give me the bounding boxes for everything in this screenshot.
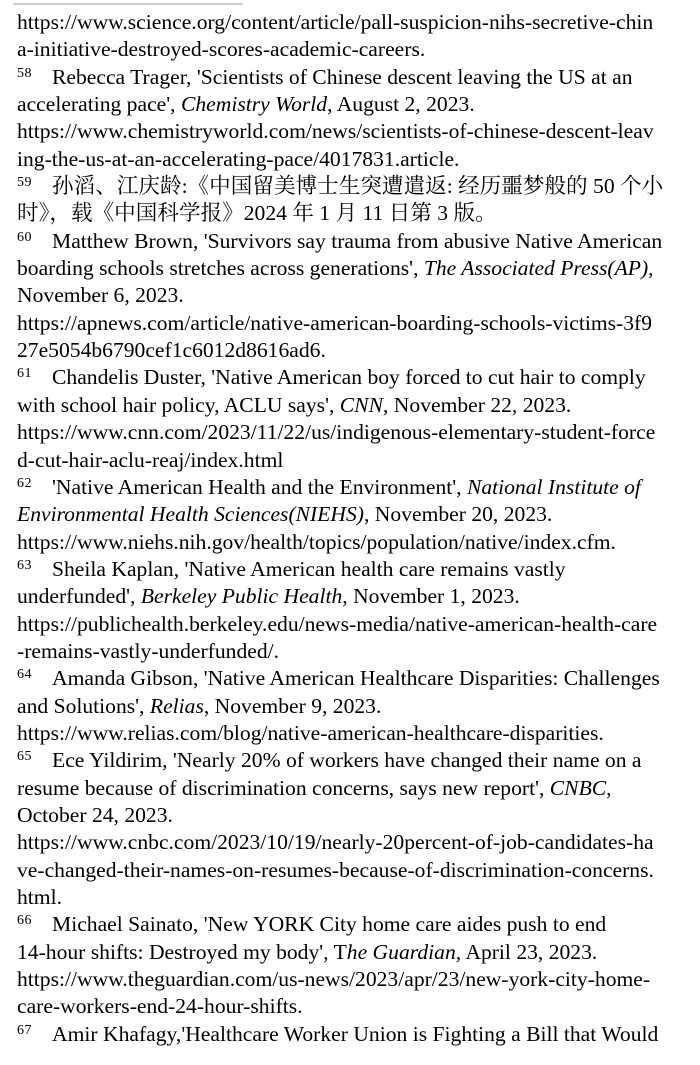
footnote-text: boarding schools stretches across generations',	[17, 256, 424, 281]
footnote-text: , August 2, 2023.	[327, 92, 475, 117]
footnote-url-text: html.	[17, 885, 62, 909]
footnote-line	[17, 282, 697, 309]
footnote-marker: 66	[17, 913, 32, 929]
footnote-line	[17, 255, 697, 282]
footnote-line	[17, 857, 697, 884]
footnote-line	[17, 364, 697, 391]
footnote-line	[17, 611, 697, 638]
footnote-text: , November 22, 2023.	[383, 392, 572, 417]
footnote-marker: 67	[17, 1022, 32, 1038]
footnote-url-text: ve-changed-their-names-on-resumes-because-of-discrimination-concerns.	[17, 857, 654, 882]
footnote-text: November 6, 2023.	[17, 283, 184, 308]
footnote-list	[17, 9, 697, 1048]
footnote-source-italic-text: The Associated Press(AP),	[423, 256, 654, 281]
footnote-line	[17, 419, 697, 446]
footnote-text: and Solutions',	[17, 693, 150, 718]
footnote-line	[17, 474, 697, 501]
footnote-text: ,	[606, 775, 612, 800]
footnote-text: October 24, 2023.	[17, 802, 173, 827]
footnote-source-italic-text: Environmental Health Sciences(NIEHS)	[17, 502, 364, 527]
footnote-line	[17, 9, 697, 36]
footnote-text: with school hair policy, ACLU says',	[17, 392, 340, 417]
footnote-line	[17, 747, 697, 774]
footnote-text: Rebecca Trager, 'Scientists of Chinese descent leaving the US at an	[52, 64, 633, 89]
footnote-line	[17, 638, 697, 665]
footnote-url-text: https://www.chemistryworld.com/news/scientists-of-chinese-descent-leav	[17, 119, 654, 144]
footnote-text: 孙滔、江庆龄:《中国留美博士生突遭遣返: 经历噩梦般的 50 个小	[52, 174, 664, 199]
footnote-text: Amir Khafagy,'Healthcare Worker Union is Fighting a Bill that Would	[52, 1021, 659, 1046]
footnote-url-text: https://www.cnbc.com/2023/10/19/nearly-20percent-of-job-candidates-ha	[17, 830, 654, 855]
footnote-text: Amanda Gibson, 'Native American Healthcare Disparities: Challenges	[52, 666, 660, 691]
footnote-line	[17, 529, 697, 556]
footnote-source-italic-text: Relias	[149, 693, 204, 718]
footnote-marker: 58	[17, 65, 32, 81]
footnote-marker: 61	[17, 366, 32, 382]
footnote-text: Ece Yildirim, 'Nearly 20% of workers have changed their name on a	[52, 748, 642, 773]
footnote-marker: 65	[17, 749, 32, 765]
footnote-line	[17, 36, 697, 63]
footnote-text: Sheila Kaplan, 'Native American health care remains vastly	[52, 556, 566, 581]
footnote-source-italic-text: Chemistry World	[180, 92, 328, 117]
footnote-line	[17, 884, 697, 911]
footnote-line	[17, 173, 697, 200]
footnote-url-text: -remains-vastly-underfunded/.	[17, 638, 280, 663]
footnote-line	[17, 200, 697, 227]
footnote-url-text: ing-the-us-at-an-accelerating-pace/4017831.article.	[17, 146, 460, 171]
footnote-url-text: 27e5054b6790cef1c6012d8616ad6.	[17, 338, 326, 363]
footnote-url-text: a-initiative-destroyed-scores-academic-careers.	[17, 37, 426, 62]
footnote-text: 14-hour shifts: Destroyed my body', T	[17, 939, 347, 964]
footnote-source-italic-text: CNN	[339, 392, 383, 417]
footnote-text: , November 1, 2023.	[342, 584, 520, 609]
footnote-line	[17, 228, 697, 255]
footnote-line	[17, 939, 697, 966]
footnote-line	[17, 693, 697, 720]
footnote-text: accelerating pace',	[17, 92, 181, 117]
footnote-line	[17, 91, 697, 118]
footnote-line	[17, 501, 697, 528]
footnote-url-text: https://www.relias.com/blog/native-american-healthcare-disparities.	[17, 720, 604, 745]
footnote-text: , November 9, 2023.	[203, 693, 382, 718]
footnote-line	[17, 118, 697, 145]
footnote-marker: 59	[17, 175, 32, 191]
footnote-line	[17, 829, 697, 856]
footnote-text: Michael Sainato, 'New YORK City home care aides push to end	[52, 912, 607, 937]
footnote-line	[17, 64, 697, 91]
footnote-line	[17, 802, 697, 829]
footnote-line	[17, 775, 697, 802]
footnote-text: 时》，载《中国科学报》2024 年 1 月 11 日第 3 版。	[17, 201, 497, 226]
footnote-source-italic-text: he Guardian,	[346, 939, 462, 964]
footnote-text: underfunded',	[17, 584, 141, 609]
footnote-url-text: https://apnews.com/article/native-american-boarding-schools-victims-3f9	[17, 310, 653, 335]
footnote-line	[17, 310, 697, 337]
footnote-line	[17, 665, 697, 692]
footnote-text: 'Native American Health and the Environment',	[52, 474, 467, 499]
footnote-line	[17, 966, 697, 993]
footnote-text: resume because of discrimination concerns, says new report',	[17, 775, 550, 800]
footnote-marker: 63	[17, 557, 32, 573]
footnote-url-text: https://www.theguardian.com/us-news/2023/apr/23/new-york-city-home-	[17, 967, 651, 992]
footnote-line	[17, 447, 697, 474]
footnote-source-italic-text: National Institute of	[466, 474, 641, 499]
footnote-separator-line	[13, 3, 243, 5]
footnote-line	[17, 911, 697, 938]
footnote-text: , November 20, 2023.	[364, 502, 553, 527]
footnote-source-italic-text: CNBC	[549, 775, 607, 800]
footnote-line	[17, 583, 697, 610]
footnote-url-text: https://www.niehs.nih.gov/health/topics/population/native/index.cfm.	[17, 529, 616, 554]
footnote-line	[17, 720, 697, 747]
footnote-marker: 60	[17, 229, 32, 245]
footnote-line	[17, 392, 697, 419]
footnote-text: Chandelis Duster, 'Native American boy forced to cut hair to comply	[52, 365, 646, 390]
footnote-line	[17, 1021, 697, 1048]
footnote-url-text: https://www.cnn.com/2023/11/22/us/indigenous-elementary-student-force	[17, 420, 656, 445]
footnote-url-text: https://www.science.org/content/article/pall-suspicion-nihs-secretive-chin	[17, 10, 654, 34]
footnote-marker: 62	[17, 475, 32, 491]
footnote-line	[17, 146, 697, 173]
footnote-url-text: care-workers-end-24-hour-shifts.	[17, 994, 303, 1019]
footnote-text: Matthew Brown, 'Survivors say trauma from abusive Native American	[52, 228, 663, 253]
footnote-line	[17, 337, 697, 364]
footnote-marker: 64	[17, 667, 32, 683]
footnote-text: April 23, 2023.	[461, 939, 598, 964]
footnote-source-italic-text: Berkeley Public Health	[140, 584, 343, 609]
footnote-line	[17, 556, 697, 583]
footnote-line	[17, 993, 697, 1020]
footnote-url-text: https://publichealth.berkeley.edu/news-media/native-american-health-care	[17, 611, 658, 636]
footnote-url-text: d-cut-hair-aclu-reaj/index.html	[17, 447, 284, 472]
